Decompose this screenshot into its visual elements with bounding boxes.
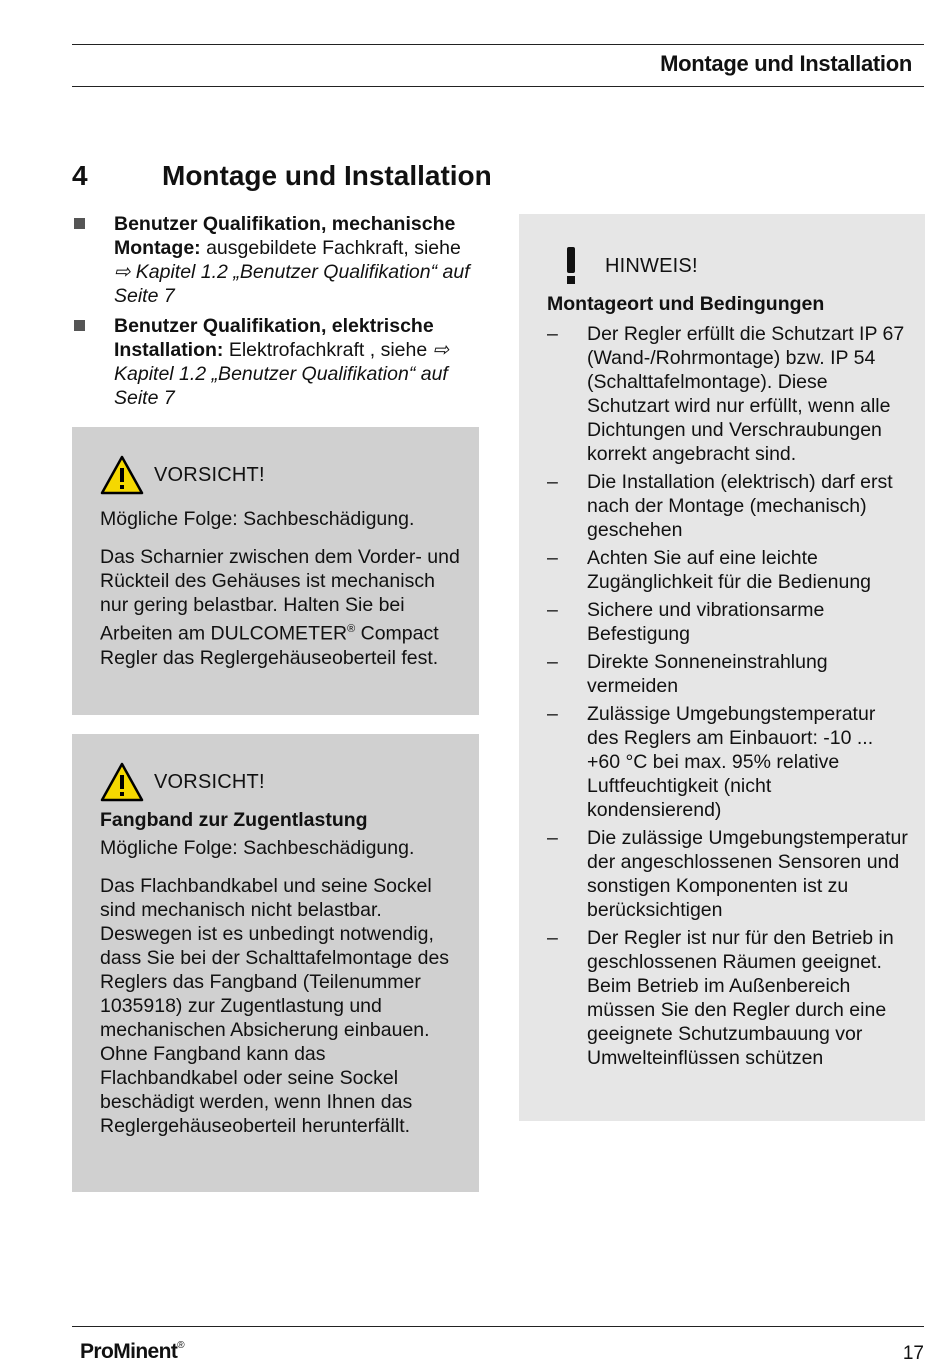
brand-logo: ProMinent® [80,1340,185,1363]
caution-body: Das Flachbandkabel und seine Sockel sind mechanisch nicht belastbar. Deswegen ist es unbedingt notwendig, dass Sie bei der Schalttafelmontage des Reglers das Fangband (Teilenummer 1035918) zur Zugentlastung und mechanischen Absicherung einbauen. Ohne Fangband kann das Flachbandkabel oder seine Sockel beschädigt werden, wenn Ihnen das Reglergehäuseoberteil herunterfällt. [100,875,450,1137]
qualification-label: Benutzer Qualifikation, mechanische Montage: [114,213,456,259]
caution-signal [100,455,465,495]
chapter-number: 4 [72,160,88,191]
list-item: – Zulässige Umgebungstemperatur des Reglers am Einbauort: -10 ... +60 °C bei max. 95% relative Luftfeuchtigkeit (nicht kondensierend) [547,703,876,821]
caution-body: Das Scharnier zwischen dem Vorder- und Rückteil des Gehäuses ist mechanisch nur gering belastbar. Halten Sie bei Arbeiten am DULCOMETER® Compact Regler das Reglergehäuseoberteil fest. [100,546,460,669]
running-header: Montage und Installation [660,51,912,76]
warning-triangle-icon [100,455,144,495]
list-item: – Direkte Sonneneinstrahlung vermeiden [547,651,828,697]
qualification-item-electrical [72,314,478,410]
chapter-reference-link[interactable]: ⇨ Kapitel 1.2 „Benutzer Qualifikation“ auf Seite 7 [114,261,470,307]
qualification-list [72,212,478,416]
caution-box-hinge [72,427,479,715]
list-item: – Achten Sie auf eine leichte Zugänglichkeit für die Bedienung [547,547,872,593]
qualification-item-mechanical [72,212,478,308]
chapter-reference-link[interactable]: ⇨ Kapitel 1.2 „Benutzer Qualifikation“ auf Seite 7 [114,339,449,409]
list-item: – Sichere und vibrationsarme Befestigung [547,599,825,645]
header-rule-bottom [72,86,924,87]
notice-heading: Montageort und Bedingungen [547,293,825,315]
exclamation-icon [555,246,589,286]
caution-box-strap [72,734,479,1192]
list-item: – Die Installation (elektrisch) darf erst nach der Montage (mechanisch) geschehen [547,471,893,541]
qualification-text: Elektrofachkraft , siehe [223,339,433,361]
notice-box [519,214,925,1121]
chapter-title: Montage und Installation [162,160,492,191]
caution-consequence: Mögliche Folge: Sachbeschädigung. [100,508,415,530]
notice-list [547,322,909,1070]
signal-word: HINWEIS! [605,255,698,277]
list-item: – Der Regler erfüllt die Schutzart IP 67 (Wand-/Rohrmontage) bzw. IP 54 (Schalttafelmontage). Diese Schutzart wird nur erfüllt, wenn alle Dichtungen und Verschraubungen korrekt angebracht sind. [547,323,905,465]
chapter-heading [72,160,492,192]
page-number: 17 [902,1343,924,1364]
bullet-square-icon [74,218,85,229]
signal-word: VORSICHT! [154,771,265,793]
footer-rule [72,1326,924,1327]
qualification-label: Benutzer Qualifikation, elektrische Installation: [114,315,434,361]
caution-consequence: Mögliche Folge: Sachbeschädigung. [100,837,415,859]
signal-word: VORSICHT! [154,464,265,486]
header-rule-top [72,44,924,45]
qualification-text: ausgebildete Fachkraft, siehe [200,237,461,259]
list-item: – Der Regler ist nur für den Betrieb in geschlossenen Räumen geeignet. Beim Betrieb im Außenbereich müssen Sie den Regler durch eine geeignete Schutzumbauung vor Umwelteinflüssen schützen [547,927,894,1069]
caution-signal [100,762,465,802]
bullet-square-icon [74,320,85,331]
notice-signal [547,246,909,286]
list-item: – Die zulässige Umgebungstemperatur der angeschlossenen Sensoren und sonstigen Komponenten ist zu berücksichtigen [547,827,908,921]
warning-triangle-icon [100,762,144,802]
caution-heading: Fangband zur Zugentlastung [100,809,368,831]
